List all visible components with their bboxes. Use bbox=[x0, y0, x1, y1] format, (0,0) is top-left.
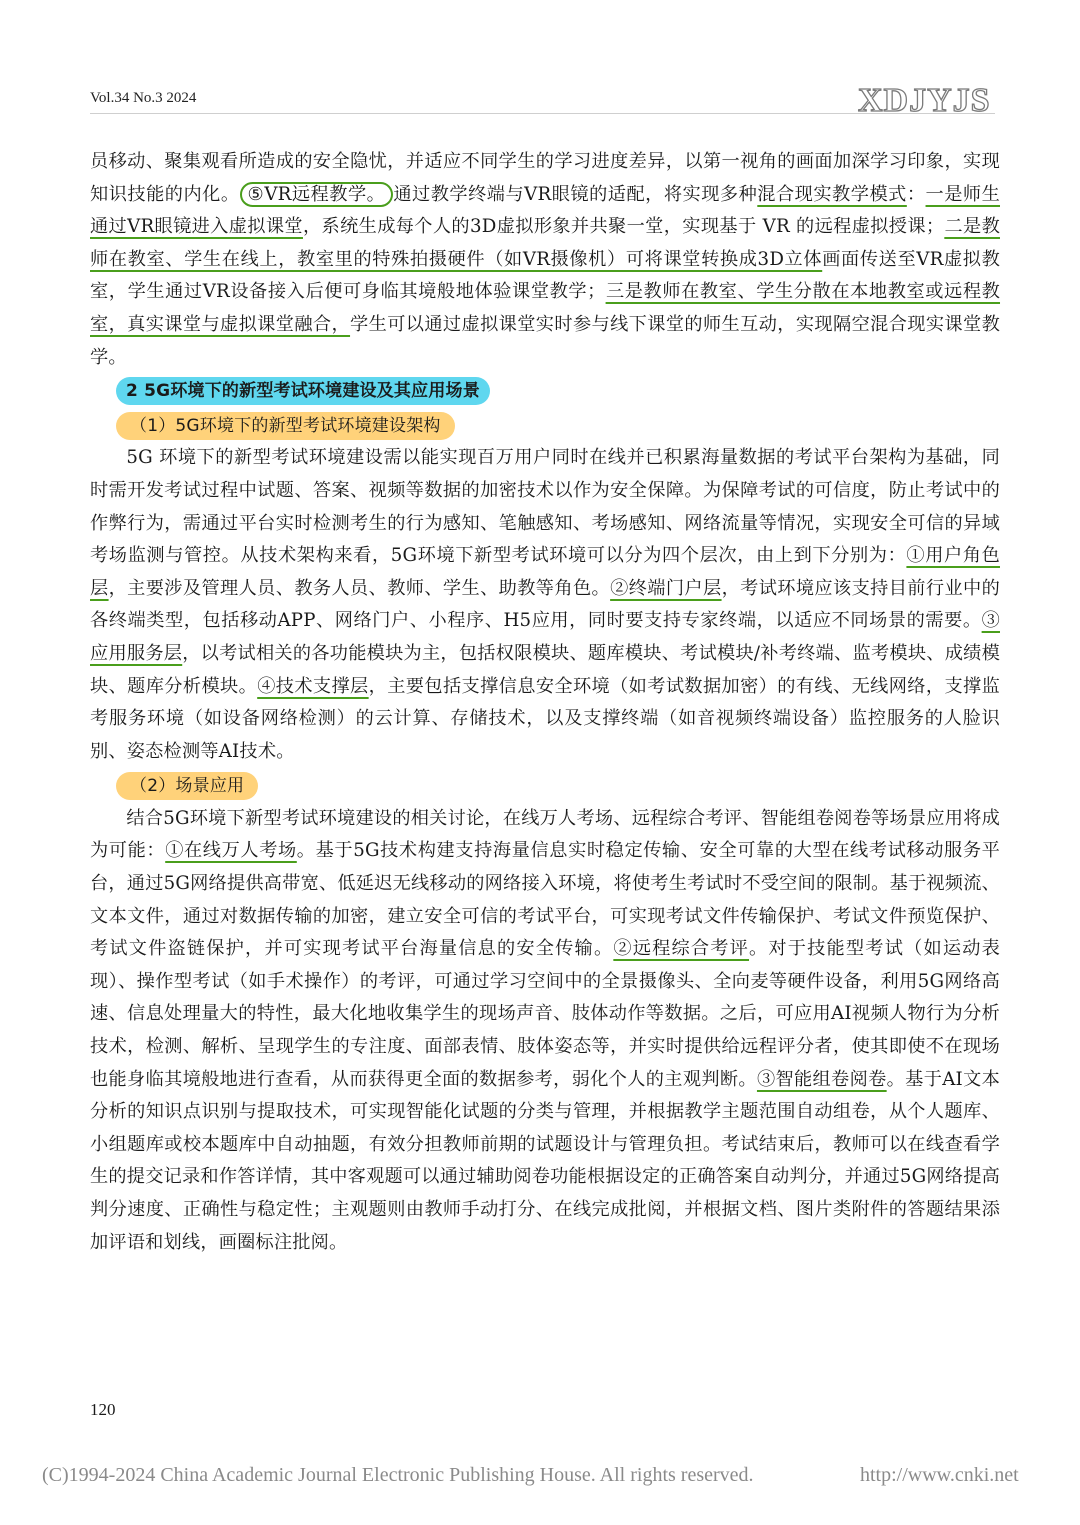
text-run: 员移动、聚集观看所造成的安全隐忧，并适应不同学生的学习进度差异，以第一视角的画面加深学习印象，实现知识技能的内化。 bbox=[90, 151, 1000, 205]
paragraph-vr-teaching bbox=[90, 146, 1000, 374]
text-run: 结合5G环境下新型考试环境建设的相关讨论，在线万人考场、远程综合考评、智能组卷阅卷等场景应用将成为可能： bbox=[90, 807, 1000, 862]
underline-annotation: ①在线万人考场 bbox=[165, 840, 297, 862]
text-run: 。基于5G技术构建支持海量信息实时稳定传输、安全可靠的大型在线考试移动服务平台，通过5G网络提供高带宽、低延迟无线移动的网络接入环境，将使考生考试时不受空间的限制。基于视频流、文本文件，通过对数据传输的加密，建立安全可信的考试平台，可实现考试文件传输保护、考试文件预览保护、考试文件盗链保护，并可实现考试平台海量信息的安全传输。 bbox=[90, 840, 1001, 960]
page-number: 120 bbox=[90, 1400, 116, 1419]
text-run: 通过教学终端与VR眼镜的适配，将实现多种 bbox=[393, 183, 758, 205]
text-run: ： bbox=[906, 183, 926, 205]
circled-annotation: ⑤VR远程教学。 bbox=[240, 182, 394, 207]
section-heading-row bbox=[90, 374, 1000, 408]
underline-annotation: ④技术支撑层 bbox=[257, 675, 369, 697]
underline-annotation: 一是师生通过VR眼镜进入虚拟课堂 bbox=[90, 183, 1000, 238]
section-heading: 2 5G环境下的新型考试环境建设及其应用场景 bbox=[116, 377, 490, 405]
text-run: ，以考试相关的各功能模块为主，包括权限模块、题库模块、考试模块/补考终端、监考模块、成绩模块、题库分析模块。 bbox=[90, 642, 1000, 697]
text-run: 。对于技能型考试（如运动表现）、操作型考试（如手术操作）的考评，可通过学习空间中的全景摄像头、全向麦等硬件设备，利用5G网络高速、信息处理量大的特性，最大化地收集学生的现场声音、肢体动作等数据。之后，可应用AI视频人物行为分析技术，检测、解析、呈现学生的专注度、面部表情、肢体姿态等，并实时提供给远程评分者，使其即使不在现场也能身临其境般地进行查看，从而获得更全面的数据参考，弱化个人的主观判断。 bbox=[90, 938, 1000, 1090]
header-divider bbox=[90, 113, 995, 114]
subsection-heading-scenarios: （2）场景应用 bbox=[116, 772, 258, 800]
paragraph-scenarios bbox=[90, 803, 1000, 1259]
article-body bbox=[90, 146, 1000, 1259]
underline-annotation: ②终端门户层 bbox=[610, 577, 722, 599]
text-run: 。基于AI文本分析的知识点识别与提取技术，可实现智能化试题的分类与管理，并根据教学主题范围自动组卷，从个人题库、小组题库或校本题库中自动抽题，有效分担教师前期的试题设计与管理负担。考试结束后，教师可以在线查看学生的提交记录和作答详情，其中客观题可以通过辅助阅卷功能根据设定的正确答案自动判分，并通过5G网络提高判分速度、正确性与稳定性；主观题则由教师手动打分、在线完成批阅，并根据文档、图片类附件的答题结果添加评语和划线，画圈标注批阅。 bbox=[90, 1068, 1000, 1253]
footer-url[interactable]: http://www.cnki.net bbox=[860, 1464, 1019, 1486]
text-run: 画面传送至VR虚拟教室，学生通过VR设备接入后便可身临其境般地体验课堂教学； bbox=[90, 248, 1000, 303]
volume-label: Vol.34 No.3 2024 bbox=[90, 90, 197, 106]
underline-annotation: 混合现实教学模式 bbox=[757, 183, 907, 205]
underline-annotation: ③应用服务层 bbox=[90, 610, 1000, 664]
underline-annotation: ③智能组卷阅卷 bbox=[756, 1068, 887, 1090]
subsection-heading-row bbox=[90, 408, 1000, 443]
copyright-text: (C)1994-2024 China Academic Journal Electronic Publishing House. All rights reserved. bbox=[42, 1464, 754, 1486]
underline-annotation: ②远程综合考评 bbox=[613, 938, 750, 960]
journal-logo: XDJYJS bbox=[858, 82, 991, 119]
text-run: 学生可以通过虚拟课堂实时参与线下课堂的师生互动，实现隔空混合现实课堂教学。 bbox=[90, 313, 1000, 368]
underline-annotation: ①用户角色层 bbox=[90, 545, 1000, 599]
subsection-heading-architecture: （1）5G环境下的新型考试环境建设架构 bbox=[116, 412, 455, 440]
text-run: ，主要包括支撑信息安全环境（如考试数据加密）的有线、无线网络，支撑监考服务环境（如设备网络检测）的云计算、存储技术，以及支撑终端（如音视频终端设备）监控服务的人脸识别、姿态检测等AI技术。 bbox=[90, 675, 1000, 762]
paragraph-architecture bbox=[90, 442, 1000, 768]
underline-annotation: 三是教师在教室、学生分散在本地教室或远程教室，真实课堂与虚拟课堂融合， bbox=[90, 281, 1001, 335]
subsection-heading-row bbox=[90, 768, 1000, 803]
text-run: ，主要涉及管理人员、教务人员、教师、学生、助教等角色。 bbox=[108, 577, 611, 599]
text-run: ，系统生成每个人的3D虚拟形象并共聚一堂，实现基于 VR 的远程虚拟授课； bbox=[302, 216, 945, 238]
copyright-footer bbox=[42, 1464, 1042, 1487]
text-run: ，考试环境应该支持目前行业中的各终端类型，包括移动APP、网络门户、小程序、H5应用，同时要支持专家终端，以适应不同场景的需要。 bbox=[90, 577, 1000, 632]
text-run: 5G 环境下的新型考试环境建设需以能实现百万用户同时在线并已积累海量数据的考试平台架构为基础，同时需开发考试过程中试题、答案、视频等数据的加密技术以作为安全保障。为保障考试的可信度，防止考试中的作弊行为，需通过平台实时检测考生的行为感知、笔触感知、考场感知、网络流量等情况，实现安全可信的异域考场监测与管控。从技术架构来看，5G环境下新型考试环境可以分为四个层次，由上到下分别为： bbox=[90, 447, 1000, 567]
underline-annotation: 二是教师在教室、学生在线上，教室里的特殊拍摄硬件（如VR摄像机）可将课堂转换成3D立体 bbox=[90, 216, 1000, 270]
